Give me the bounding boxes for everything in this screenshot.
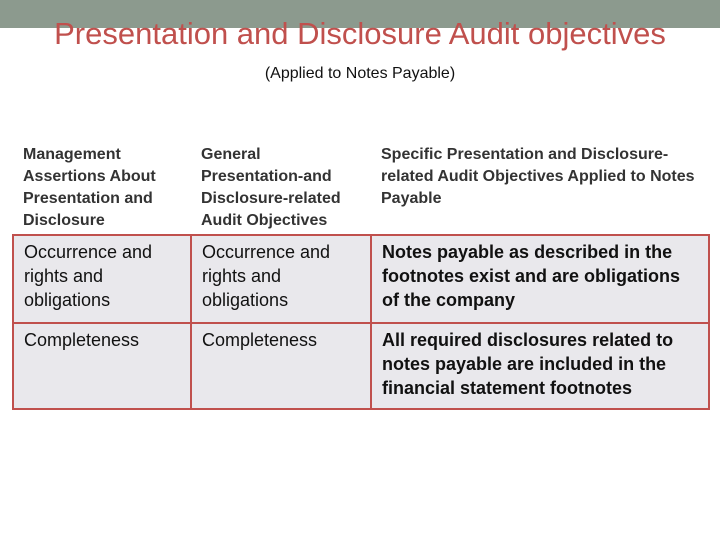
assertion-cell: Completeness	[13, 323, 191, 409]
header-management-assertions: Management Assertions About Presentation and Disclosure	[13, 140, 191, 235]
assertion-cell: Occurrence and rights and obligations	[13, 235, 191, 323]
table-row	[13, 235, 709, 323]
header-general-objectives: General Presentation-and Disclosure-related Audit Objectives	[191, 140, 371, 235]
table-header-row	[13, 140, 709, 235]
specific-objective-cell: Notes payable as described in the footnotes exist and are obligations of the company	[371, 235, 709, 323]
table-row	[13, 323, 709, 409]
slide-title: Presentation and Disclosure Audit objectives	[54, 16, 666, 51]
header-specific-objectives: Specific Presentation and Disclosure-related Audit Objectives Applied to Notes Payable	[371, 140, 709, 235]
specific-objective-cell: All required disclosures related to notes payable are included in the financial statement footnotes	[371, 323, 709, 409]
general-objective-cell: Completeness	[191, 323, 371, 409]
audit-objectives-table	[12, 140, 710, 410]
general-objective-cell: Occurrence and rights and obligations	[191, 235, 371, 323]
slide-subtitle: (Applied to Notes Payable)	[264, 65, 456, 82]
